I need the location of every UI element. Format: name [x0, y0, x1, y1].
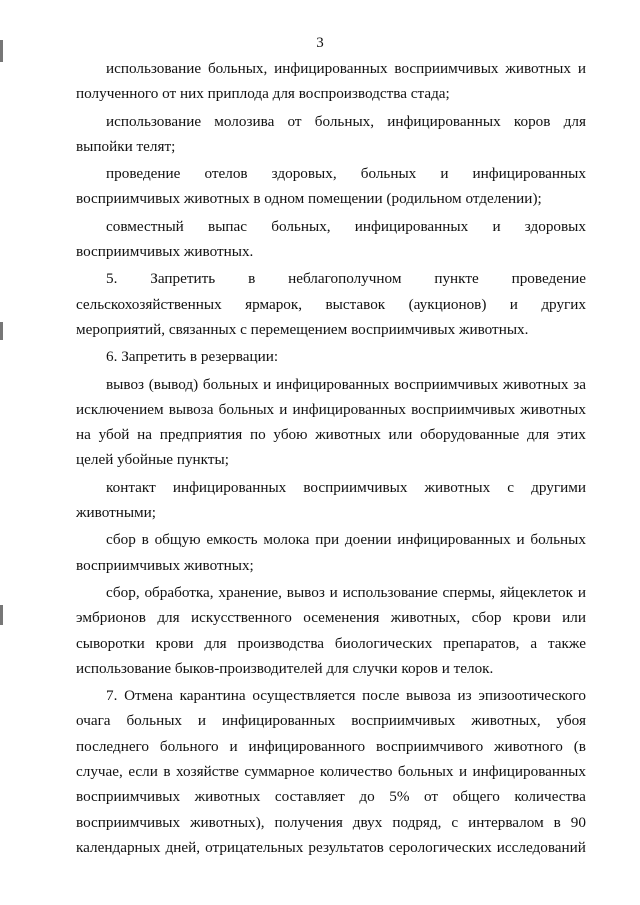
- word: для: [563, 112, 586, 130]
- word: в: [248, 270, 256, 288]
- word: препаратов,: [443, 634, 520, 652]
- word: и: [492, 217, 501, 235]
- word: выставок: [325, 295, 386, 313]
- word: крови: [155, 634, 194, 652]
- text-line: [76, 475, 586, 500]
- scan-edge-mark-top: [0, 40, 3, 62]
- word: сбор: [471, 609, 502, 627]
- word: календарных: [76, 838, 161, 856]
- text-line: [76, 214, 586, 239]
- word: ярмарок,: [245, 295, 303, 313]
- text-line: [76, 161, 586, 186]
- word: от: [424, 788, 439, 806]
- word: и: [229, 737, 238, 755]
- text-line: [76, 527, 586, 552]
- word: использование: [342, 583, 438, 601]
- word: других: [541, 295, 586, 313]
- word: дней,: [165, 838, 201, 856]
- text-line: [76, 422, 586, 447]
- word: после: [362, 687, 400, 705]
- word: молозива: [214, 112, 275, 130]
- word: также: [547, 634, 586, 652]
- word: инфицированных: [472, 165, 586, 183]
- word: крови: [512, 609, 551, 627]
- word: животного: [494, 737, 563, 755]
- word: инфицированных: [387, 112, 501, 130]
- text-line: [76, 109, 586, 134]
- word: и: [577, 583, 586, 601]
- word: общую: [154, 531, 201, 549]
- word: 5%: [389, 788, 410, 806]
- word: отелов: [204, 165, 248, 183]
- word: последнего: [76, 737, 150, 755]
- document-body: [76, 56, 586, 860]
- word: сбор,: [106, 583, 140, 601]
- word: и: [263, 375, 272, 393]
- word: производства: [237, 634, 325, 652]
- word: совместный: [106, 217, 184, 235]
- word: инфицированных: [221, 712, 336, 730]
- word: инфицированных: [274, 60, 388, 77]
- word: в: [163, 763, 171, 781]
- word: для: [204, 634, 227, 652]
- word: больных: [530, 531, 586, 549]
- word: сельскохозяйственных: [76, 295, 222, 313]
- word: до: [359, 788, 375, 806]
- word: осуществляется: [252, 687, 356, 705]
- word: инфицированных: [397, 531, 511, 549]
- text-line: целей убойные пункты;: [76, 451, 229, 469]
- text-line: [76, 266, 586, 291]
- word: при: [315, 531, 340, 549]
- word: сбор: [106, 531, 136, 549]
- word: выпас: [208, 217, 248, 235]
- word: инфицированных: [172, 478, 287, 496]
- text-line: 6. Запретить в резервации:: [106, 348, 279, 366]
- word: для: [526, 426, 550, 444]
- page-number: 3: [316, 35, 324, 51]
- word: предприятия: [159, 426, 243, 444]
- word: 90: [570, 813, 586, 831]
- scan-edge-mark-middle: [0, 322, 3, 340]
- text-line: [76, 810, 586, 835]
- word: больного: [159, 737, 219, 755]
- text-line: [76, 580, 586, 605]
- word: неблагополучном: [288, 270, 402, 288]
- word: случае,: [76, 763, 123, 781]
- word: из: [457, 687, 472, 705]
- word: количество: [319, 763, 393, 781]
- word: (аукционов): [408, 295, 487, 313]
- word: восприимчивых: [303, 478, 408, 496]
- word: биологических: [334, 634, 433, 652]
- text-line: [76, 372, 586, 397]
- word: больных: [218, 400, 275, 418]
- word: молока: [263, 531, 310, 549]
- word: или: [562, 609, 586, 627]
- word: вывоза: [168, 400, 214, 418]
- word: за: [573, 375, 586, 393]
- word: карантина: [179, 687, 246, 705]
- word: двух: [352, 813, 383, 831]
- word: искусственного: [191, 609, 292, 627]
- word: и: [509, 295, 518, 313]
- word: хранение,: [218, 583, 282, 601]
- word: пункте: [434, 270, 479, 288]
- word: использование: [106, 112, 202, 130]
- word: в: [141, 531, 149, 549]
- word: сыворотки: [76, 634, 145, 652]
- word: 7.: [106, 687, 118, 705]
- word: осеменения: [303, 609, 380, 627]
- text-line: [76, 292, 586, 317]
- text-line: [76, 759, 586, 784]
- word: восприимчивых: [351, 712, 456, 730]
- word: вывоз: [286, 583, 325, 601]
- text-line: использование быков-производителей для случки коров и телок.: [76, 659, 494, 677]
- word: инфицированных: [472, 763, 586, 781]
- word: инфицированных: [292, 400, 406, 418]
- word: здоровых: [524, 217, 586, 235]
- word: на: [76, 426, 91, 444]
- word: хозяйстве: [176, 763, 239, 781]
- word: вывоз: [106, 375, 145, 393]
- word: инфицированных: [354, 217, 469, 235]
- word: эмбрионов: [76, 609, 146, 627]
- text-line: [76, 835, 586, 860]
- word: обработка,: [144, 583, 214, 601]
- word: больных: [360, 165, 417, 183]
- scan-edge-mark-bottom: [0, 605, 3, 625]
- word: доении: [344, 531, 392, 549]
- word: восприимчивого: [375, 737, 484, 755]
- word: Запретить: [150, 270, 216, 288]
- word: интервалом: [468, 813, 544, 831]
- word: подряд,: [392, 813, 442, 831]
- word: (в: [573, 737, 586, 755]
- word: оборудованные: [420, 426, 520, 444]
- word: восприимчивых: [411, 400, 516, 418]
- word: яйцеклеток: [499, 583, 574, 601]
- word: результатов: [308, 838, 384, 856]
- word: от: [287, 112, 302, 130]
- text-line: восприимчивых животных.: [76, 243, 254, 261]
- word: количества: [514, 788, 586, 806]
- word: и: [279, 400, 288, 418]
- word: животных: [502, 375, 569, 393]
- word: 5.: [106, 270, 118, 288]
- word: серологических: [388, 838, 492, 856]
- word: и: [577, 60, 586, 77]
- word: по: [249, 426, 266, 444]
- word: контакт: [106, 478, 156, 496]
- word: а: [530, 634, 538, 652]
- word: этих: [556, 426, 586, 444]
- word: восприимчивых: [76, 788, 181, 806]
- word: инфицированного: [248, 737, 366, 755]
- word: очага: [76, 712, 111, 730]
- word: и: [329, 583, 338, 601]
- word: с: [507, 478, 515, 496]
- word: животных: [505, 60, 571, 77]
- word: проведение: [511, 270, 586, 288]
- word: здоровых,: [271, 165, 337, 183]
- word: суммарное: [244, 763, 315, 781]
- word: отрицательных: [205, 838, 304, 856]
- word: животных,: [471, 712, 541, 730]
- word: животных: [315, 426, 381, 444]
- word: на: [137, 426, 152, 444]
- word: использование: [106, 60, 202, 77]
- word: другими: [531, 478, 586, 496]
- word: больных: [126, 712, 182, 730]
- word: если: [128, 763, 158, 781]
- word: животных),: [190, 813, 265, 831]
- word: убой: [98, 426, 130, 444]
- word: убоя: [556, 712, 586, 730]
- text-line: [76, 397, 586, 422]
- word: и: [440, 165, 449, 183]
- word: Отмена: [124, 687, 173, 705]
- word: восприимчивых: [76, 813, 181, 831]
- text-line: [76, 734, 586, 759]
- word: (вывод): [148, 375, 199, 393]
- text-line: восприимчивых животных;: [76, 556, 254, 574]
- word: больных,: [271, 217, 331, 235]
- word: или: [388, 426, 413, 444]
- word: и: [197, 712, 207, 730]
- text-line: [76, 56, 586, 81]
- word: животных,: [390, 609, 461, 627]
- text-line: полученного от них приплода для воспроизводства стада;: [76, 85, 450, 103]
- word: животных: [520, 400, 586, 418]
- word: получения: [274, 813, 343, 831]
- word: и: [516, 531, 525, 549]
- word: для: [157, 609, 180, 627]
- word: животных: [424, 478, 491, 496]
- word: животных: [194, 788, 261, 806]
- word: проведение: [106, 165, 181, 183]
- word: с: [451, 813, 459, 831]
- word: восприимчивых: [394, 60, 499, 77]
- text-line: [76, 683, 586, 708]
- word: и: [458, 763, 468, 781]
- word: восприимчивых: [394, 375, 499, 393]
- text-line: мероприятий, связанных с перемещением восприимчивых животных.: [76, 320, 529, 338]
- word: больных,: [207, 60, 268, 77]
- word: эпизоотического: [478, 687, 586, 705]
- word: общего: [452, 788, 500, 806]
- word: в: [553, 813, 561, 831]
- word: вывоза: [406, 687, 451, 705]
- word: инфицированных: [275, 375, 390, 393]
- text-line: животными;: [76, 504, 157, 522]
- text-line: [76, 708, 586, 733]
- word: больных: [202, 375, 259, 393]
- word: исследований: [496, 838, 586, 856]
- text-line: выпойки телят;: [76, 137, 176, 155]
- word: убою: [273, 426, 308, 444]
- text-line: восприимчивых животных в одном помещении (родильном отделении);: [76, 190, 542, 208]
- text-line: [76, 605, 586, 630]
- word: спермы,: [442, 583, 496, 601]
- word: больных: [397, 763, 454, 781]
- word: больных,: [314, 112, 375, 130]
- text-line: [76, 784, 586, 809]
- word: коров: [513, 112, 551, 130]
- word: исключением: [76, 400, 164, 418]
- word: составляет: [274, 788, 345, 806]
- word: емкость: [206, 531, 258, 549]
- text-line: [76, 631, 586, 656]
